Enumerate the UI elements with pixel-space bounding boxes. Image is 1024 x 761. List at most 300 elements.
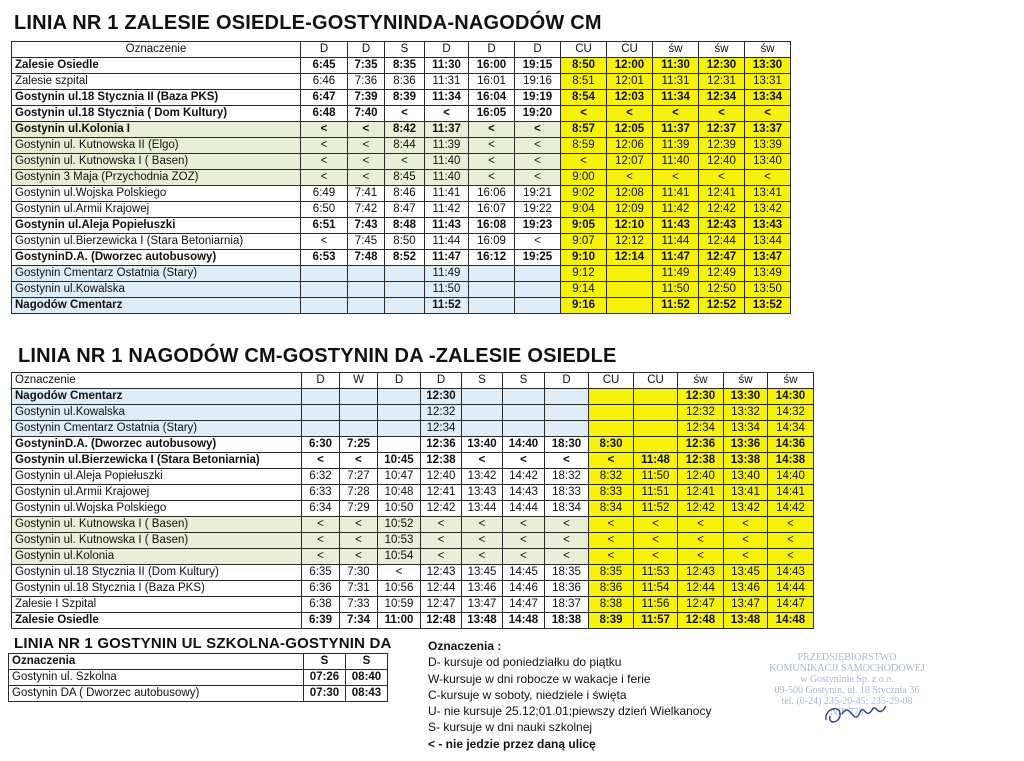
time-cell: 19:22 — [515, 202, 561, 218]
time-cell — [340, 405, 378, 421]
time-cell: 6:39 — [302, 613, 340, 629]
time-cell: < — [561, 154, 607, 170]
table-row — [12, 218, 791, 234]
time-cell: 12:41 — [699, 186, 745, 202]
stop-name: Gostynin ul. Szkolna — [9, 670, 304, 686]
time-cell: 8:32 — [589, 469, 634, 485]
time-cell: < — [425, 106, 469, 122]
timetable-1 — [11, 41, 791, 314]
time-cell: 12:43 — [699, 218, 745, 234]
time-cell: 11:49 — [425, 266, 469, 282]
time-cell: 11:42 — [425, 202, 469, 218]
header-label: Oznaczenia — [9, 654, 304, 670]
time-cell: 13:30 — [724, 389, 768, 405]
time-cell: 12:06 — [607, 138, 653, 154]
time-cell — [545, 421, 589, 437]
time-cell: 12:39 — [699, 138, 745, 154]
time-cell: 12:43 — [678, 565, 724, 581]
stop-name: Nagodów Cmentarz — [12, 298, 301, 314]
time-cell: 13:52 — [745, 298, 791, 314]
time-cell: 12:52 — [699, 298, 745, 314]
time-cell — [634, 389, 678, 405]
time-cell: < — [421, 549, 462, 565]
time-cell: 13:34 — [724, 421, 768, 437]
time-cell: 11:41 — [425, 186, 469, 202]
time-cell: 12:12 — [607, 234, 653, 250]
time-cell — [302, 389, 340, 405]
time-cell: 12:47 — [699, 250, 745, 266]
time-cell: 7:35 — [348, 58, 385, 74]
time-cell: 8:36 — [385, 74, 425, 90]
time-cell: 12:30 — [699, 58, 745, 74]
time-cell: 19:21 — [515, 186, 561, 202]
stamp-line: 09-500 Gostynin, ul. 18 Stycznia 36 — [774, 685, 920, 696]
time-cell: 14:44 — [503, 501, 545, 517]
time-cell: 13:42 — [745, 202, 791, 218]
time-cell: 7:39 — [348, 90, 385, 106]
stop-name: Gostynin ul.18 Stycznia II (Baza PKS) — [12, 90, 301, 106]
time-cell: 11:39 — [425, 138, 469, 154]
time-cell: 11:40 — [425, 154, 469, 170]
header-cell: św — [724, 373, 768, 389]
time-cell: < — [589, 453, 634, 469]
header-cell: D — [469, 42, 515, 58]
time-cell: 6:32 — [302, 469, 340, 485]
legend-heading: Oznaczenia : — [428, 639, 502, 653]
table-row — [12, 282, 791, 298]
time-cell: 12:34 — [699, 90, 745, 106]
stop-name: Gostynin ul.18 Stycznia I (Baza PKS) — [12, 581, 302, 597]
time-cell: 8:30 — [589, 437, 634, 453]
time-cell: 7:45 — [348, 234, 385, 250]
time-cell: 10:48 — [378, 485, 421, 501]
table-row — [12, 389, 814, 405]
time-cell: 12:44 — [678, 581, 724, 597]
time-cell: < — [301, 234, 348, 250]
time-cell: 7:29 — [340, 501, 378, 517]
time-cell: 14:43 — [768, 565, 814, 581]
time-cell: 12:09 — [607, 202, 653, 218]
time-cell: 12:44 — [421, 581, 462, 597]
time-cell: 19:25 — [515, 250, 561, 266]
stamp-line: PRZEDSIĘBIORSTWO — [797, 652, 897, 663]
header-cell: D — [425, 42, 469, 58]
time-cell: < — [462, 517, 503, 533]
time-cell — [301, 266, 348, 282]
time-cell: < — [545, 549, 589, 565]
stop-name: Gostynin 3 Maja (Przychodnia ZOZ) — [12, 170, 301, 186]
time-cell — [589, 421, 634, 437]
time-cell: 14:48 — [503, 613, 545, 629]
stop-name: Gostynin ul.Kowalska — [12, 405, 302, 421]
time-cell: 7:43 — [348, 218, 385, 234]
header-cell: S — [304, 654, 346, 670]
time-cell — [503, 405, 545, 421]
header-cell: D — [545, 373, 589, 389]
time-cell: 16:01 — [469, 74, 515, 90]
title-line2: LINIA NR 1 NAGODÓW CM-GOSTYNIN DA -ZALESIE OSIEDLE — [18, 345, 617, 367]
time-cell: 7:36 — [348, 74, 385, 90]
stop-name: Gostynin ul.Wojska Polskiego — [12, 501, 302, 517]
table-row — [12, 421, 814, 437]
time-cell: 10:52 — [378, 517, 421, 533]
header-cell: św — [678, 373, 724, 389]
time-cell: 14:47 — [768, 597, 814, 613]
time-cell: 16:04 — [469, 90, 515, 106]
stop-name: Zalesie Osiedle — [12, 58, 301, 74]
time-cell: 13:47 — [462, 597, 503, 613]
time-cell: < — [724, 517, 768, 533]
stop-name: Gostynin ul.Wojska Polskiego — [12, 186, 301, 202]
time-cell: 7:42 — [348, 202, 385, 218]
time-cell: < — [462, 533, 503, 549]
time-cell: 13:40 — [745, 154, 791, 170]
time-cell: 12:03 — [607, 90, 653, 106]
time-cell: 7:41 — [348, 186, 385, 202]
time-cell: < — [385, 154, 425, 170]
time-cell: 12:42 — [421, 501, 462, 517]
time-cell: 11:39 — [653, 138, 699, 154]
time-cell — [634, 437, 678, 453]
time-cell: 8:47 — [385, 202, 425, 218]
time-cell: 14:41 — [768, 485, 814, 501]
time-cell: < — [462, 453, 503, 469]
time-cell: 13:46 — [462, 581, 503, 597]
time-cell: 6:46 — [301, 74, 348, 90]
time-cell: 12:34 — [678, 421, 724, 437]
time-cell — [348, 298, 385, 314]
time-cell: 10:53 — [378, 533, 421, 549]
time-cell — [378, 421, 421, 437]
time-cell: 9:02 — [561, 186, 607, 202]
table-row — [12, 106, 791, 122]
header-label: Oznaczenie — [12, 373, 302, 389]
table-row — [12, 154, 791, 170]
time-cell: < — [515, 234, 561, 250]
time-cell — [515, 298, 561, 314]
time-cell: 9:05 — [561, 218, 607, 234]
time-cell: 10:50 — [378, 501, 421, 517]
header-cell: S — [503, 373, 545, 389]
time-cell: < — [745, 106, 791, 122]
header-cell: S — [346, 654, 388, 670]
time-cell: < — [678, 549, 724, 565]
time-cell: 13:50 — [745, 282, 791, 298]
time-cell — [348, 282, 385, 298]
legend-item: D- kursuje od poniedziałku do piątku — [428, 655, 622, 670]
time-cell: 12:10 — [607, 218, 653, 234]
time-cell: 10:54 — [378, 549, 421, 565]
time-cell: 8:44 — [385, 138, 425, 154]
time-cell: 13:43 — [745, 218, 791, 234]
time-cell — [385, 282, 425, 298]
time-cell: 6:47 — [301, 90, 348, 106]
stop-name: Gostynin ul.Kolonia — [12, 549, 302, 565]
time-cell — [302, 405, 340, 421]
time-cell — [469, 298, 515, 314]
time-cell: 7:40 — [348, 106, 385, 122]
time-cell: 7:33 — [340, 597, 378, 613]
stop-name: Zalesie Osiedle — [12, 613, 302, 629]
time-cell — [462, 421, 503, 437]
time-cell: 12:50 — [699, 282, 745, 298]
stop-name: Gostynin ul.Aleja Popiełuszki — [12, 469, 302, 485]
time-cell: 13:45 — [724, 565, 768, 581]
time-cell: 14:44 — [768, 581, 814, 597]
time-cell — [301, 298, 348, 314]
time-cell: 6:51 — [301, 218, 348, 234]
time-cell: 12:34 — [421, 421, 462, 437]
table-row — [12, 405, 814, 421]
table-row — [12, 90, 791, 106]
time-cell: < — [545, 533, 589, 549]
stop-name: Gostynin ul.Aleja Popiełuszki — [12, 218, 301, 234]
time-cell: < — [545, 517, 589, 533]
stop-name: Gostynin ul.Kowalska — [12, 282, 301, 298]
time-cell: < — [678, 533, 724, 549]
time-cell: 7:25 — [340, 437, 378, 453]
header-cell: św — [745, 42, 791, 58]
time-cell: 11:44 — [653, 234, 699, 250]
header-cell: D — [348, 42, 385, 58]
legend — [428, 638, 711, 752]
time-cell: 8:50 — [385, 234, 425, 250]
time-cell: 13:48 — [462, 613, 503, 629]
time-cell: 16:09 — [469, 234, 515, 250]
time-cell: 11:47 — [425, 250, 469, 266]
time-cell: 10:47 — [378, 469, 421, 485]
time-cell: < — [634, 517, 678, 533]
time-cell: 11:52 — [634, 501, 678, 517]
stop-name: Gostynin ul. Kutnowska I ( Basen) — [12, 154, 301, 170]
time-cell: 11:31 — [653, 74, 699, 90]
time-cell: 14:42 — [768, 501, 814, 517]
stop-name: Gostynin ul.Armii Krajowej — [12, 202, 301, 218]
table-row — [12, 186, 791, 202]
time-cell: 6:53 — [301, 250, 348, 266]
time-cell: < — [745, 170, 791, 186]
stop-name: GostyninD.A. (Dworzec autobusowy) — [12, 437, 302, 453]
time-cell: 14:40 — [768, 469, 814, 485]
time-cell: 9:00 — [561, 170, 607, 186]
time-cell: 8:35 — [385, 58, 425, 74]
time-cell: 18:30 — [545, 437, 589, 453]
stop-name: Gostynin ul. Kutnowska II (Elgo) — [12, 138, 301, 154]
time-cell: 16:08 — [469, 218, 515, 234]
time-cell: 11:40 — [425, 170, 469, 186]
legend-item: W-kursuje w dni robocze w wakacje i ferie — [428, 671, 651, 686]
time-cell: 8:50 — [561, 58, 607, 74]
time-cell: 12:40 — [699, 154, 745, 170]
time-cell: 7:34 — [340, 613, 378, 629]
time-cell: 9:14 — [561, 282, 607, 298]
stamp-line: w Gostyninie Sp. z o.o. — [800, 674, 894, 685]
time-cell: 13:44 — [745, 234, 791, 250]
time-cell: 13:47 — [745, 250, 791, 266]
time-cell: 19:16 — [515, 74, 561, 90]
time-cell — [634, 421, 678, 437]
header-cell: D — [302, 373, 340, 389]
time-cell: 7:31 — [340, 581, 378, 597]
time-cell — [589, 389, 634, 405]
time-cell: < — [699, 106, 745, 122]
time-cell: < — [589, 517, 634, 533]
time-cell: < — [634, 533, 678, 549]
time-cell: 19:23 — [515, 218, 561, 234]
time-cell: 11:56 — [634, 597, 678, 613]
time-cell: 10:45 — [378, 453, 421, 469]
time-cell: 18:33 — [545, 485, 589, 501]
stamp-line: tel. (0-24) 235-20-45; 235-29-08 — [781, 696, 913, 707]
time-cell: < — [607, 106, 653, 122]
header-row — [12, 42, 791, 58]
time-cell: 12:40 — [421, 469, 462, 485]
time-cell: < — [653, 106, 699, 122]
time-cell: 08:40 — [346, 670, 388, 686]
time-cell: 14:48 — [768, 613, 814, 629]
time-cell: < — [421, 533, 462, 549]
stamp-line: KOMUNIKACJI SAMOCHODOWEJ — [769, 663, 925, 674]
time-cell: < — [462, 549, 503, 565]
time-cell: 11:52 — [653, 298, 699, 314]
time-cell: 07:30 — [304, 686, 346, 702]
time-cell: 12:41 — [678, 485, 724, 501]
time-cell: < — [515, 138, 561, 154]
time-cell: 12:47 — [678, 597, 724, 613]
table-row — [12, 469, 814, 485]
time-cell: 11:40 — [653, 154, 699, 170]
time-cell: 8:54 — [561, 90, 607, 106]
time-cell: 7:30 — [340, 565, 378, 581]
time-cell: 13:32 — [724, 405, 768, 421]
time-cell: 12:42 — [699, 202, 745, 218]
time-cell: < — [348, 170, 385, 186]
time-cell: 16:06 — [469, 186, 515, 202]
time-cell: 14:43 — [503, 485, 545, 501]
stop-name: GostyninD.A. (Dworzec autobusowy) — [12, 250, 301, 266]
time-cell — [301, 282, 348, 298]
header-cell: W — [340, 373, 378, 389]
time-cell: 13:30 — [745, 58, 791, 74]
table-row — [12, 565, 814, 581]
time-cell: 14:36 — [768, 437, 814, 453]
time-cell: < — [301, 138, 348, 154]
time-cell: 12:49 — [699, 266, 745, 282]
time-cell: 11:47 — [653, 250, 699, 266]
time-cell: 7:48 — [348, 250, 385, 266]
time-cell — [385, 298, 425, 314]
time-cell: < — [340, 533, 378, 549]
time-cell: 13:42 — [724, 501, 768, 517]
time-cell: 13:41 — [745, 186, 791, 202]
time-cell: 11:49 — [653, 266, 699, 282]
time-cell: 18:35 — [545, 565, 589, 581]
time-cell: 19:19 — [515, 90, 561, 106]
stop-name: Gostynin ul.Armii Krajowej — [12, 485, 302, 501]
time-cell: 8:45 — [385, 170, 425, 186]
time-cell: < — [340, 453, 378, 469]
time-cell: 12:44 — [699, 234, 745, 250]
title-line1: LINIA NR 1 ZALESIE OSIEDLE-GOSTYNINDA-NAGODÓW CM — [14, 12, 602, 34]
time-cell — [462, 405, 503, 421]
time-cell: 14:30 — [768, 389, 814, 405]
legend-item: U- nie kursuje 25.12;01.01;piewszy dzień Wielkanocy — [428, 704, 712, 719]
time-cell: 13:40 — [462, 437, 503, 453]
time-cell: 11:43 — [653, 218, 699, 234]
time-cell: 13:45 — [462, 565, 503, 581]
time-cell: < — [301, 170, 348, 186]
timetable-2 — [11, 372, 814, 629]
time-cell: < — [348, 154, 385, 170]
time-cell: 08:43 — [346, 686, 388, 702]
time-cell: 13:48 — [724, 613, 768, 629]
stop-name: Gostynin ul.Bierzewicka I (Stara Betoniarnia) — [12, 234, 301, 250]
time-cell — [378, 405, 421, 421]
time-cell: 11:52 — [425, 298, 469, 314]
time-cell: 07:26 — [304, 670, 346, 686]
time-cell: < — [503, 517, 545, 533]
time-cell: 16:12 — [469, 250, 515, 266]
time-cell — [545, 405, 589, 421]
time-cell — [607, 298, 653, 314]
time-cell: 13:31 — [745, 74, 791, 90]
time-cell: 8:34 — [589, 501, 634, 517]
time-cell — [503, 389, 545, 405]
table-row — [12, 170, 791, 186]
time-cell: < — [589, 549, 634, 565]
time-cell: 12:41 — [421, 485, 462, 501]
time-cell: 12:05 — [607, 122, 653, 138]
table-row — [12, 122, 791, 138]
time-cell: < — [515, 154, 561, 170]
legend-item: < - nie jedzie przez daną ulicę — [428, 736, 596, 751]
time-cell: < — [302, 517, 340, 533]
time-cell: 11:54 — [634, 581, 678, 597]
table-row — [12, 74, 791, 90]
time-cell: 8:36 — [589, 581, 634, 597]
time-cell: 12:32 — [421, 405, 462, 421]
time-cell: 11:34 — [425, 90, 469, 106]
time-cell: 11:42 — [653, 202, 699, 218]
stop-name: Gostynin ul.18 Stycznia ( Dom Kultury) — [12, 106, 301, 122]
time-cell: 11:34 — [653, 90, 699, 106]
time-cell: 9:16 — [561, 298, 607, 314]
stop-name: Gostynin DA ( Dworzec autobusowy) — [9, 686, 304, 702]
table-row — [12, 234, 791, 250]
time-cell — [469, 266, 515, 282]
time-cell: 13:36 — [724, 437, 768, 453]
header-cell: D — [378, 373, 421, 389]
time-cell: 10:59 — [378, 597, 421, 613]
header-cell: S — [462, 373, 503, 389]
time-cell — [378, 437, 421, 453]
table-row — [12, 453, 814, 469]
time-cell: 12:36 — [678, 437, 724, 453]
time-cell: 14:32 — [768, 405, 814, 421]
time-cell: 14:45 — [503, 565, 545, 581]
time-cell: 8:39 — [589, 613, 634, 629]
time-cell: 11:00 — [378, 613, 421, 629]
time-cell: 12:36 — [421, 437, 462, 453]
time-cell: 11:30 — [425, 58, 469, 74]
time-cell: < — [724, 533, 768, 549]
time-cell: < — [503, 453, 545, 469]
header-cell: D — [301, 42, 348, 58]
time-cell: 18:32 — [545, 469, 589, 485]
table-row — [12, 138, 791, 154]
time-cell: 11:31 — [425, 74, 469, 90]
time-cell: 8:42 — [385, 122, 425, 138]
